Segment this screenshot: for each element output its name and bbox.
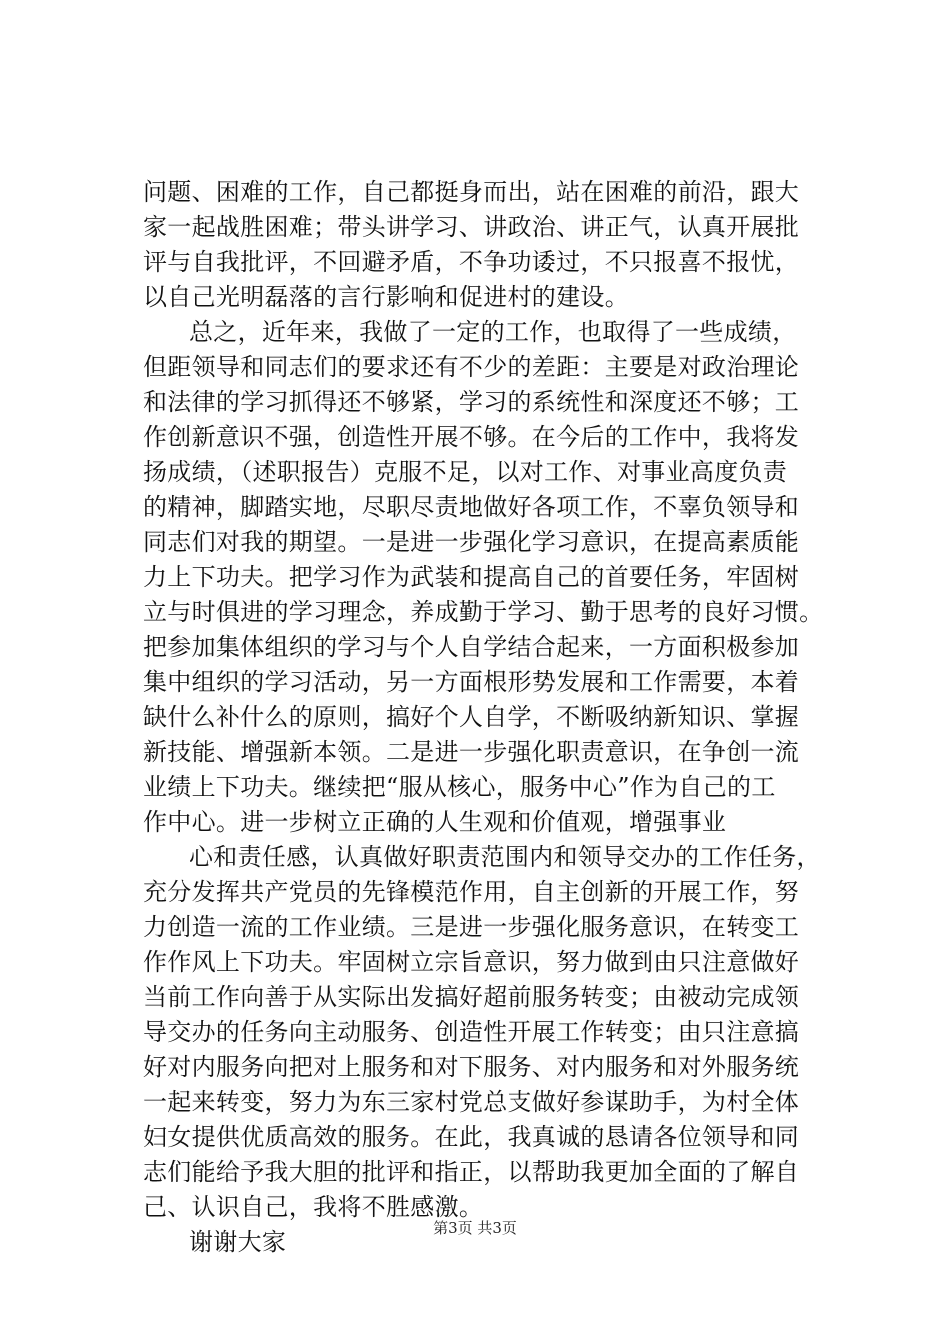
text-line: 缺什么补什么的原则，搞好个人自学，不断吸纳新知识、掌握 [143, 703, 800, 731]
text-line: 妇女提供优质高效的服务。在此，我真诚的恳请各位领导和同 [143, 1123, 800, 1151]
text-line: 把参加集体组织的学习与个人自学结合起来，一方面积极参加 [143, 633, 800, 661]
text-line: 一起来转变，努力为东三家村党总支做好参谋助手，为村全体 [143, 1088, 800, 1116]
closing-line: 谢谢大家 [189, 1228, 287, 1256]
text-line: 集中组织的学习活动，另一方面根形势发展和工作需要，本着 [143, 668, 800, 696]
text-line: 的精神，脚踏实地，尽职尽责地做好各项工作，不辜负领导和 [143, 493, 800, 521]
text-line: 己、认识自己，我将不胜感激。 [143, 1193, 484, 1221]
paragraph-start-line: 心和责任感，认真做好职责范围内和领导交办的工作任务， [189, 843, 821, 871]
page-number-label: 第3页 共3页 [433, 1219, 517, 1237]
text-line: 当前工作向善于从实际出发搞好超前服务转变；由被动完成领 [143, 983, 800, 1011]
text-line: 作创新意识不强，创造性开展不够。在今后的工作中，我将发 [143, 423, 800, 451]
text-line: 作中心。进一步树立正确的人生观和价值观，增强事业 [143, 808, 727, 836]
text-line: 和法律的学习抓得还不够紧，学习的系统性和深度还不够；工 [143, 388, 800, 416]
text-line: 力上下功夫。把学习作为武装和提高自己的首要任务，牢固树 [143, 563, 800, 591]
text-line: 作作风上下功夫。牢固树立宗旨意识，努力做到由只注意做好 [143, 948, 800, 976]
text-line: 新技能、增强新本领。二是进一步强化职责意识，在争创一流 [143, 738, 800, 766]
text-line: 业绩上下功夫。继续把“服从核心，服务中心”作为自己的工 [143, 773, 776, 801]
text-line: 好对内服务向把对上服务和对下服务、对内服务和对外服务统 [143, 1053, 800, 1081]
text-line: 同志们对我的期望。一是进一步强化学习意识，在提高素质能 [143, 528, 800, 556]
text-line: 力创造一流的工作业绩。三是进一步强化服务意识，在转变工 [143, 913, 800, 941]
text-line: 导交办的任务向主动服务、创造性开展工作转变；由只注意搞 [143, 1018, 800, 1046]
text-line: 志们能给予我大胆的批评和指正，以帮助我更加全面的了解自 [143, 1158, 800, 1186]
text-line: 家一起战胜困难；带头讲学习、讲政治、讲正气，认真开展批 [143, 213, 800, 241]
text-line: 以自己光明磊落的言行影响和促进村的建设。 [143, 283, 629, 311]
text-line: 但距领导和同志们的要求还有不少的差距：主要是对政治理论 [143, 353, 800, 381]
page-footer [0, 1218, 950, 1238]
text-line: 扬成绩，（述职报告）克服不足，以对工作、对事业高度负责 [143, 458, 788, 486]
text-line: 立与时俱进的学习理念，养成勤于学习、勤于思考的良好习惯。 [143, 598, 824, 626]
text-line: 评与自我批评，不回避矛盾，不争功诿过，不只报喜不报忧， [143, 248, 800, 276]
text-line: 问题、困难的工作，自己都挺身而出，站在困难的前沿，跟大 [143, 178, 800, 206]
text-line: 充分发挥共产党员的先锋模范作用，自主创新的开展工作，努 [143, 878, 800, 906]
paragraph-start-line: 总之，近年来，我做了一定的工作，也取得了一些成绩， [189, 318, 797, 346]
document-body [143, 175, 843, 1260]
